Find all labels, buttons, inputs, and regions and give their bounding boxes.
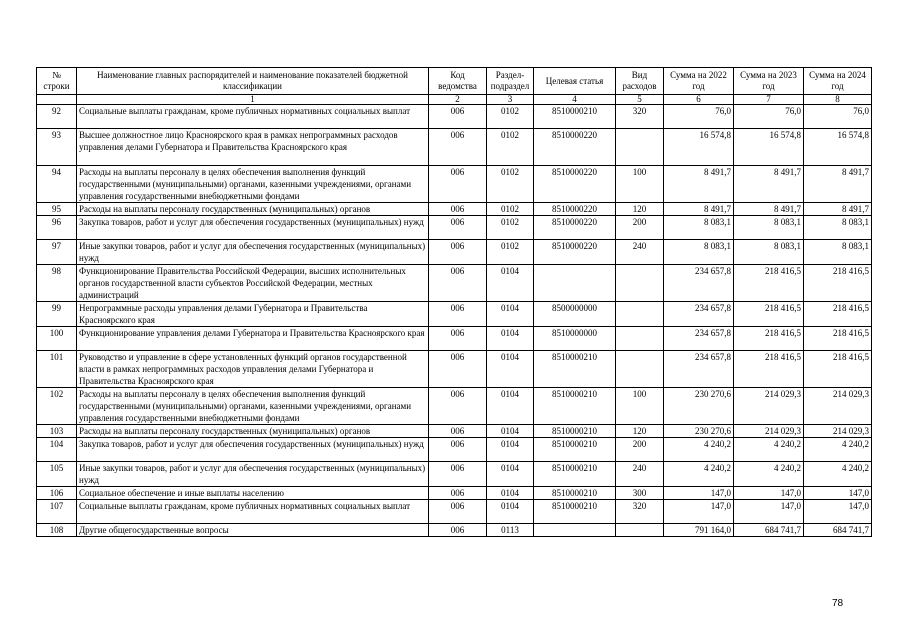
row-target-article: 8510000210 bbox=[534, 388, 616, 425]
row-target-article: 8510000220 bbox=[534, 203, 616, 216]
row-target-article: 8510000220 bbox=[534, 166, 616, 203]
row-name: Расходы на выплаты персоналу государственных (муниципальных) органов bbox=[77, 203, 429, 216]
row-expense-type bbox=[616, 302, 664, 327]
row-section: 0104 bbox=[487, 438, 534, 462]
row-sum-2023: 218 416,5 bbox=[734, 351, 804, 388]
row-number: 103 bbox=[37, 425, 77, 438]
row-sum-2023: 218 416,5 bbox=[734, 302, 804, 327]
row-sum-2024: 16 574,8 bbox=[804, 129, 872, 166]
row-target-article: 8510000210 bbox=[534, 425, 616, 438]
row-name: Функционирование Правительства Российской Федерации, высших исполнительных органов государственной власти субъектов Российской Федерации, местных администраций bbox=[77, 265, 429, 302]
row-number: 96 bbox=[37, 216, 77, 240]
row-sum-2024: 218 416,5 bbox=[804, 327, 872, 351]
row-section: 0104 bbox=[487, 388, 534, 425]
row-name: Социальное обеспечение и иные выплаты населению bbox=[77, 487, 429, 500]
row-section: 0104 bbox=[487, 302, 534, 327]
column-numbers-row bbox=[37, 95, 872, 105]
header-department-code: Код ведомства bbox=[429, 68, 487, 95]
row-department-code: 006 bbox=[429, 500, 487, 524]
row-sum-2022: 230 270,6 bbox=[664, 425, 734, 438]
row-name: Другие общегосударственные вопросы bbox=[77, 524, 429, 537]
row-section: 0102 bbox=[487, 216, 534, 240]
row-sum-2024: 218 416,5 bbox=[804, 265, 872, 302]
table-row bbox=[37, 327, 872, 351]
row-department-code: 006 bbox=[429, 438, 487, 462]
table-row bbox=[37, 240, 872, 265]
row-section: 0104 bbox=[487, 351, 534, 388]
row-section: 0113 bbox=[487, 524, 534, 537]
row-target-article: 8510000210 bbox=[534, 500, 616, 524]
row-name: Социальные выплаты гражданам, кроме публичных нормативных социальных выплат bbox=[77, 105, 429, 129]
row-sum-2024: 4 240,2 bbox=[804, 462, 872, 487]
row-sum-2024: 4 240,2 bbox=[804, 438, 872, 462]
table-row bbox=[37, 487, 872, 500]
table-row bbox=[37, 166, 872, 203]
row-sum-2024: 8 491,7 bbox=[804, 166, 872, 203]
row-name: Функционирование управления делами Губернатора и Правительства Красноярского края bbox=[77, 327, 429, 351]
row-expense-type: 300 bbox=[616, 487, 664, 500]
row-sum-2023: 8 491,7 bbox=[734, 203, 804, 216]
row-target-article: 8500000000 bbox=[534, 302, 616, 327]
row-sum-2023: 214 029,3 bbox=[734, 388, 804, 425]
row-department-code: 006 bbox=[429, 327, 487, 351]
page-number: 78 bbox=[832, 598, 844, 609]
table-row bbox=[37, 129, 872, 166]
row-name: Расходы на выплаты персоналу государственных (муниципальных) органов bbox=[77, 425, 429, 438]
row-department-code: 006 bbox=[429, 425, 487, 438]
row-sum-2023: 4 240,2 bbox=[734, 438, 804, 462]
row-department-code: 006 bbox=[429, 240, 487, 265]
row-sum-2024: 218 416,5 bbox=[804, 351, 872, 388]
header-target-article: Целевая статья bbox=[534, 68, 616, 95]
row-section: 0104 bbox=[487, 425, 534, 438]
header-row bbox=[37, 68, 872, 95]
row-sum-2024: 8 083,1 bbox=[804, 240, 872, 265]
row-expense-type: 100 bbox=[616, 166, 664, 203]
row-target-article: 8510000000 bbox=[534, 327, 616, 351]
row-target-article: 8510000220 bbox=[534, 240, 616, 265]
row-number: 101 bbox=[37, 351, 77, 388]
row-number: 100 bbox=[37, 327, 77, 351]
row-sum-2022: 230 270,6 bbox=[664, 388, 734, 425]
table-row bbox=[37, 105, 872, 129]
row-expense-type bbox=[616, 524, 664, 537]
row-target-article: 8510000210 bbox=[534, 487, 616, 500]
row-number: 99 bbox=[37, 302, 77, 327]
row-expense-type: 240 bbox=[616, 462, 664, 487]
row-sum-2023: 4 240,2 bbox=[734, 462, 804, 487]
row-sum-2023: 218 416,5 bbox=[734, 265, 804, 302]
row-sum-2023: 684 741,7 bbox=[734, 524, 804, 537]
row-section: 0102 bbox=[487, 129, 534, 166]
row-department-code: 006 bbox=[429, 166, 487, 203]
row-sum-2022: 147,0 bbox=[664, 487, 734, 500]
row-name: Социальные выплаты гражданам, кроме публичных нормативных социальных выплат bbox=[77, 500, 429, 524]
row-name: Непрограммные расходы управления делами Губернатора и Правительства Красноярского края bbox=[77, 302, 429, 327]
row-target-article bbox=[534, 265, 616, 302]
row-department-code: 006 bbox=[429, 388, 487, 425]
row-department-code: 006 bbox=[429, 105, 487, 129]
row-sum-2024: 147,0 bbox=[804, 487, 872, 500]
row-department-code: 006 bbox=[429, 462, 487, 487]
row-sum-2022: 8 083,1 bbox=[664, 240, 734, 265]
row-sum-2024: 684 741,7 bbox=[804, 524, 872, 537]
row-sum-2023: 8 491,7 bbox=[734, 166, 804, 203]
row-sum-2024: 147,0 bbox=[804, 500, 872, 524]
row-section: 0104 bbox=[487, 500, 534, 524]
table-row bbox=[37, 438, 872, 462]
row-number: 102 bbox=[37, 388, 77, 425]
table-row bbox=[37, 216, 872, 240]
row-target-article: 8510000220 bbox=[534, 216, 616, 240]
row-department-code: 006 bbox=[429, 203, 487, 216]
column-number: 3 bbox=[487, 95, 534, 105]
row-section: 0102 bbox=[487, 240, 534, 265]
row-sum-2024: 214 029,3 bbox=[804, 425, 872, 438]
row-sum-2022: 234 657,8 bbox=[664, 302, 734, 327]
row-name: Расходы на выплаты персоналу в целях обеспечения выполнения функций государственными (муниципальными) органами, казенными учреждениями, органами управления государственными внебюджетными фондами bbox=[77, 166, 429, 203]
column-number bbox=[37, 95, 77, 105]
row-name: Закупка товаров, работ и услуг для обеспечения государственных (муниципальных) нужд bbox=[77, 438, 429, 462]
row-sum-2022: 234 657,8 bbox=[664, 327, 734, 351]
row-number: 97 bbox=[37, 240, 77, 265]
table-row bbox=[37, 302, 872, 327]
header-expense-type: Вид расходов bbox=[616, 68, 664, 95]
row-sum-2022: 76,0 bbox=[664, 105, 734, 129]
row-name: Иные закупки товаров, работ и услуг для обеспечения государственных (муниципальных) нужд bbox=[77, 462, 429, 487]
row-number: 92 bbox=[37, 105, 77, 129]
column-number: 5 bbox=[616, 95, 664, 105]
row-section: 0104 bbox=[487, 265, 534, 302]
column-number: 1 bbox=[77, 95, 429, 105]
row-sum-2022: 8 491,7 bbox=[664, 166, 734, 203]
row-target-article: 8510000210 bbox=[534, 462, 616, 487]
row-target-article bbox=[534, 524, 616, 537]
row-name: Иные закупки товаров, работ и услуг для обеспечения государственных (муниципальных) нужд bbox=[77, 240, 429, 265]
row-department-code: 006 bbox=[429, 302, 487, 327]
row-section: 0102 bbox=[487, 203, 534, 216]
row-expense-type bbox=[616, 265, 664, 302]
row-name: Высшее должностное лицо Красноярского края в рамках непрограммных расходов управления делами Губернатора и Правительства Красноярского края bbox=[77, 129, 429, 166]
row-section: 0104 bbox=[487, 462, 534, 487]
row-department-code: 006 bbox=[429, 487, 487, 500]
row-sum-2022: 234 657,8 bbox=[664, 265, 734, 302]
table-row bbox=[37, 388, 872, 425]
row-sum-2022: 8 083,1 bbox=[664, 216, 734, 240]
row-sum-2022: 4 240,2 bbox=[664, 462, 734, 487]
row-sum-2022: 16 574,8 bbox=[664, 129, 734, 166]
row-expense-type: 120 bbox=[616, 425, 664, 438]
row-expense-type bbox=[616, 129, 664, 166]
row-department-code: 006 bbox=[429, 265, 487, 302]
table-row bbox=[37, 425, 872, 438]
header-row-number: № строки bbox=[37, 68, 77, 95]
row-sum-2022: 234 657,8 bbox=[664, 351, 734, 388]
table-row bbox=[37, 524, 872, 537]
row-expense-type: 320 bbox=[616, 500, 664, 524]
row-number: 95 bbox=[37, 203, 77, 216]
table-row bbox=[37, 500, 872, 524]
column-number: 2 bbox=[429, 95, 487, 105]
row-section: 0104 bbox=[487, 327, 534, 351]
row-number: 93 bbox=[37, 129, 77, 166]
row-sum-2024: 218 416,5 bbox=[804, 302, 872, 327]
row-expense-type: 200 bbox=[616, 438, 664, 462]
row-sum-2024: 76,0 bbox=[804, 105, 872, 129]
row-sum-2022: 791 164,0 bbox=[664, 524, 734, 537]
row-name: Закупка товаров, работ и услуг для обеспечения государственных (муниципальных) нужд bbox=[77, 216, 429, 240]
row-target-article: 8510000210 bbox=[534, 105, 616, 129]
budget-table bbox=[36, 67, 872, 537]
column-number: 7 bbox=[734, 95, 804, 105]
table-row bbox=[37, 462, 872, 487]
column-number: 6 bbox=[664, 95, 734, 105]
row-expense-type: 120 bbox=[616, 203, 664, 216]
row-expense-type bbox=[616, 351, 664, 388]
row-sum-2024: 8 083,1 bbox=[804, 216, 872, 240]
row-number: 105 bbox=[37, 462, 77, 487]
row-department-code: 006 bbox=[429, 351, 487, 388]
row-department-code: 006 bbox=[429, 216, 487, 240]
row-sum-2023: 16 574,8 bbox=[734, 129, 804, 166]
row-number: 98 bbox=[37, 265, 77, 302]
row-expense-type: 240 bbox=[616, 240, 664, 265]
row-sum-2022: 147,0 bbox=[664, 500, 734, 524]
row-section: 0102 bbox=[487, 166, 534, 203]
row-expense-type bbox=[616, 327, 664, 351]
row-department-code: 006 bbox=[429, 129, 487, 166]
row-sum-2024: 8 491,7 bbox=[804, 203, 872, 216]
row-target-article: 8510000210 bbox=[534, 351, 616, 388]
row-number: 94 bbox=[37, 166, 77, 203]
row-sum-2023: 214 029,3 bbox=[734, 425, 804, 438]
row-name: Расходы на выплаты персоналу в целях обеспечения выполнения функций государственными (муниципальными) органами, казенными учреждениями, органами управления государственными внебюджетными фондами bbox=[77, 388, 429, 425]
header-section: Раздел-подраздел bbox=[487, 68, 534, 95]
row-number: 104 bbox=[37, 438, 77, 462]
header-sum-2024: Сумма на 2024 год bbox=[804, 68, 872, 95]
row-target-article: 8510000210 bbox=[534, 438, 616, 462]
header-sum-2022: Сумма на 2022 год bbox=[664, 68, 734, 95]
header-sum-2023: Сумма на 2023 год bbox=[734, 68, 804, 95]
row-sum-2023: 147,0 bbox=[734, 487, 804, 500]
table-row bbox=[37, 351, 872, 388]
row-sum-2022: 8 491,7 bbox=[664, 203, 734, 216]
header-name: Наименование главных распорядителей и наименование показателей бюджетной классификации bbox=[77, 68, 429, 95]
row-sum-2023: 8 083,1 bbox=[734, 216, 804, 240]
row-section: 0102 bbox=[487, 105, 534, 129]
column-number: 4 bbox=[534, 95, 616, 105]
row-expense-type: 320 bbox=[616, 105, 664, 129]
row-expense-type: 100 bbox=[616, 388, 664, 425]
row-sum-2023: 218 416,5 bbox=[734, 327, 804, 351]
row-number: 107 bbox=[37, 500, 77, 524]
row-sum-2023: 147,0 bbox=[734, 500, 804, 524]
row-section: 0104 bbox=[487, 487, 534, 500]
row-sum-2022: 4 240,2 bbox=[664, 438, 734, 462]
table-row bbox=[37, 265, 872, 302]
column-number: 8 bbox=[804, 95, 872, 105]
row-target-article: 8510000220 bbox=[534, 129, 616, 166]
row-sum-2023: 76,0 bbox=[734, 105, 804, 129]
row-expense-type: 200 bbox=[616, 216, 664, 240]
row-number: 106 bbox=[37, 487, 77, 500]
row-number: 108 bbox=[37, 524, 77, 537]
row-department-code: 006 bbox=[429, 524, 487, 537]
table-row bbox=[37, 203, 872, 216]
row-sum-2024: 214 029,3 bbox=[804, 388, 872, 425]
row-sum-2023: 8 083,1 bbox=[734, 240, 804, 265]
row-name: Руководство и управление в сфере установленных функций органов государственной власти в рамках непрограммных расходов управления делами Губернатора и Правительства Красноярского края bbox=[77, 351, 429, 388]
